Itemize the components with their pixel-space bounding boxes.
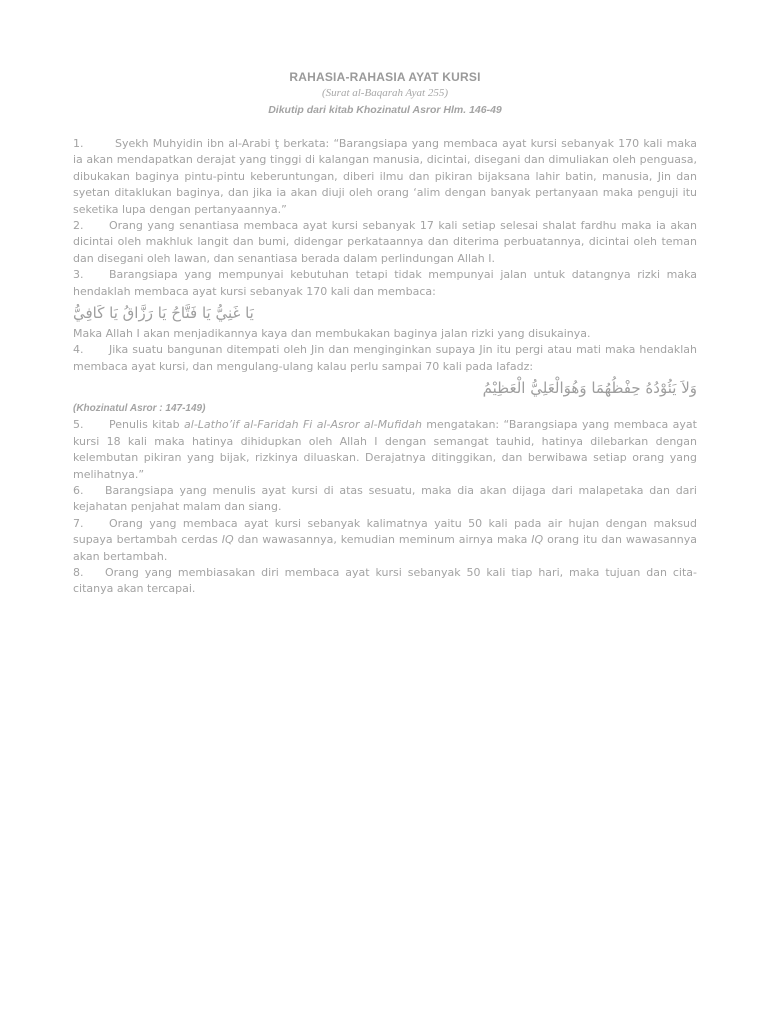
item-text-after: mengatakan: “Barangsiapa yang membaca ayat kursi 18 kali maka hatinya dihidupkan oleh Allah I dengan semangat tauhid, hatinya dilebarkan dengan kelembutan pikiran yang bijak, rizkinya diluaskan. Derajatnya ditinggikan, dan berwibawa setiap orang yang melihatnya.” bbox=[73, 418, 697, 481]
item-text: Barangsiapa yang menulis ayat kursi di atas sesuatu, maka dia akan dijaga dari malapetaka dan dari kejahatan penjahat malam dan siang. bbox=[73, 483, 697, 514]
item-number: 8. bbox=[73, 565, 84, 579]
item-number: 1. bbox=[73, 137, 84, 150]
item-number: 4. bbox=[73, 343, 84, 357]
item-text-after: orang itu dan wawasannya akan bertambah. bbox=[73, 533, 697, 563]
arabic-prayer-3: يَا غَنِيُّ يَا فَتَّاحُ يَا رَزَّاقُ يَا كَافِيُّ bbox=[73, 304, 254, 323]
item-number: 2. bbox=[73, 219, 84, 233]
item-number: 6. bbox=[73, 483, 84, 497]
item-text-before: Orang yang membaca ayat kursi sebanyak kalimatnya yaitu 50 kali pada air hujan dengan maksud supaya bertambah cerdas bbox=[73, 516, 697, 547]
item-text: Orang yang senantiasa membaca ayat kursi sebanyak 17 kali setiap selesai shalat fardhu maka ia akan dicintai oleh makhluk langit dan bumi, didengar perkataannya dan diterima perbuatannya, dicintai oleh teman dan disegani oleh lawan, dan senantiasa berada dalam perlindungan Allah I. bbox=[73, 219, 697, 265]
list-item-3 bbox=[73, 267, 697, 300]
item-text: Syekh Muhyidin ibn al-Arabi ţ berkata: “Barangsiapa yang membaca ayat kursi sebanyak 170 kali maka ia akan mendapatkan derajat yang tinggi di kalangan manusia, dicintai, disegani dan dimuliakan oleh penguasa, dibukakan baginya pintu-pintu keberuntungan, diberi ilmu dan pikiran bijaksana lahir batin, manusia, Jin dan syetan ditaklukan baginya, dan jika ia akan diuji oleh orang ‘alim dengan banyak pertanyaan maka penguji itu seketika lupa dengan pertanyaannya.” bbox=[73, 137, 697, 216]
reference-citation: (Khozinatul Asror : 147-149) bbox=[73, 403, 206, 415]
iq-term: IQ bbox=[221, 533, 234, 547]
item-number: 5. bbox=[73, 418, 84, 432]
book-title: al-Latho’if al-Faridah Fi al-Asror al-Mufidah bbox=[184, 418, 422, 432]
arabic-verse-4: وَلاَ يَئُوْدُهُ حِفْظُهُمَا وَهُوَالْعَلِيُّ الْعَظِيْمُ bbox=[482, 379, 697, 398]
item-text: Barangsiapa yang mempunyai kebutuhan tetapi tidak mempunyai jalan untuk datangnya rizki maka hendaklah membaca ayat kursi sebanyak 170 kali dan membaca: bbox=[73, 268, 697, 298]
list-item-2 bbox=[73, 218, 697, 267]
item-text-middle: dan wawasannya, kemudian meminum airnya maka bbox=[233, 533, 532, 547]
item-number: 7. bbox=[73, 516, 84, 530]
item-text: Orang yang membiasakan diri membaca ayat kursi sebanyak 50 kali tiap hari, maka tujuan dan cita-citanya akan tercapai. bbox=[73, 565, 697, 596]
item-text-before: Penulis kitab bbox=[109, 418, 185, 432]
document-title: RAHASIA-RAHASIA AYAT KURSI bbox=[289, 70, 481, 84]
item-3-continuation: Maka Allah I akan menjadikannya kaya dan membukakan baginya jalan rizki yang disukainya. bbox=[73, 327, 591, 341]
item-text: Jika suatu bangunan ditempati oleh Jin dan menginginkan supaya Jin itu pergi atau mati maka hendaklah membaca ayat kursi, dan mengulang-ulang kalau perlu sampai 70 kali pada lafadz: bbox=[73, 343, 697, 373]
document-body bbox=[73, 136, 697, 598]
item-number: 3. bbox=[73, 268, 84, 282]
list-item-6 bbox=[73, 483, 697, 516]
list-item-1 bbox=[73, 136, 697, 218]
document-source: Dikutip dari kitab Khozinatul Asror Hlm. 146-49 bbox=[268, 104, 502, 116]
list-item-4 bbox=[73, 342, 697, 375]
list-item-8 bbox=[73, 565, 697, 598]
list-item-7 bbox=[73, 516, 697, 565]
list-item-5 bbox=[73, 417, 697, 483]
document-subtitle: (Surat al-Baqarah Ayat 255) bbox=[322, 87, 448, 99]
iq-term: IQ bbox=[531, 533, 544, 547]
